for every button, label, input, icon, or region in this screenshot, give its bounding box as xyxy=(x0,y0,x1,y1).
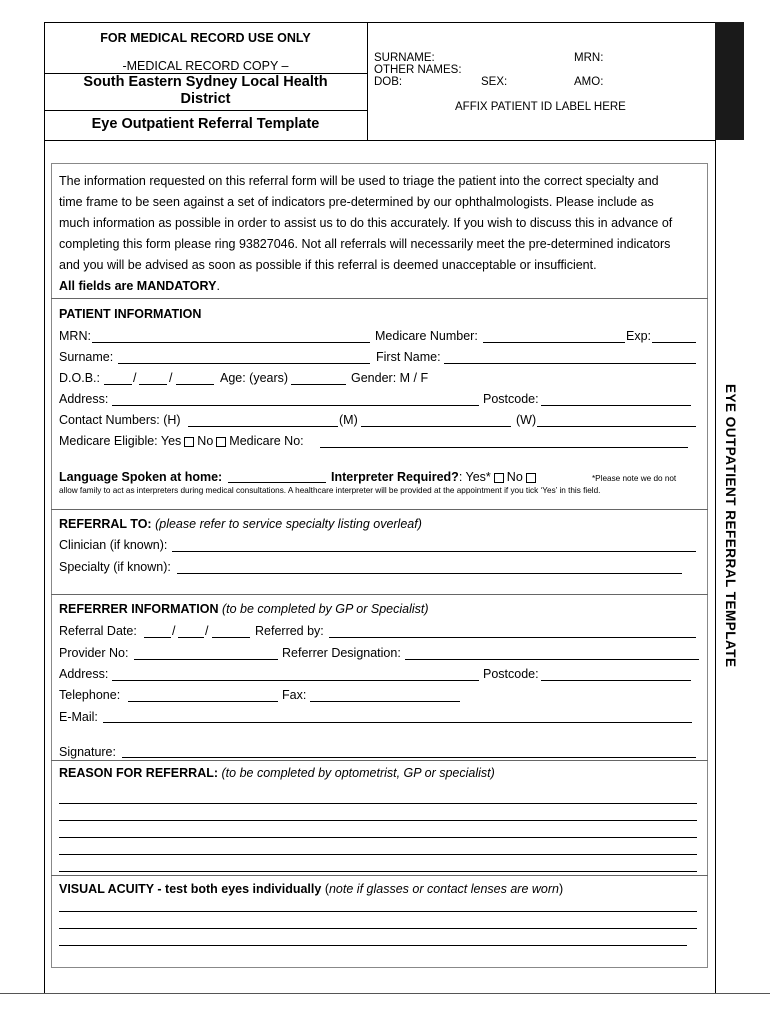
dob-slash: / xyxy=(133,371,137,385)
medicare-eligible-label xyxy=(59,434,304,448)
contact-work-field[interactable] xyxy=(537,426,696,427)
medicare-no-checkbox[interactable] xyxy=(216,437,226,447)
interpreter-yes-checkbox[interactable] xyxy=(494,473,504,483)
postcode-label: Postcode: xyxy=(483,392,539,406)
referrer-title: REFERRER INFORMATION xyxy=(59,602,219,616)
record-copy: -MEDICAL RECORD COPY – xyxy=(122,59,289,73)
first-name-field[interactable] xyxy=(444,363,696,364)
date-slash: / xyxy=(172,624,176,638)
reason-heading xyxy=(59,766,495,780)
affix-label: AFFIX PATIENT ID LABEL HERE xyxy=(455,101,626,113)
intro-line: and you will be advised as soon as possible if this referral is deemed unacceptable or insufficient. xyxy=(59,258,597,272)
visual-acuity-heading xyxy=(59,882,563,896)
address-field[interactable] xyxy=(112,405,479,406)
email-field[interactable] xyxy=(103,722,692,723)
visual-acuity-paren: ) xyxy=(558,882,564,896)
medicare-yes-checkbox[interactable] xyxy=(184,437,194,447)
referrer-heading xyxy=(59,602,429,616)
interpreter-text: Interpreter Required? xyxy=(331,470,459,484)
referral-to-subtitle: (please refer to service specialty listing overleaf) xyxy=(155,517,422,531)
referrer-address-label: Address: xyxy=(59,667,109,681)
telephone-field[interactable] xyxy=(128,701,278,702)
language-label: Language Spoken at home: xyxy=(59,470,223,484)
form-title: Eye Outpatient Referral Template xyxy=(91,116,320,132)
reason-line[interactable] xyxy=(59,837,697,838)
designation-label: Referrer Designation: xyxy=(282,646,401,660)
section-divider xyxy=(51,875,708,876)
intro-line: The information requested on this referral form will be used to triage the patient into the correct specialty and xyxy=(59,174,659,188)
medicare-no-option: No xyxy=(197,434,214,448)
address-label: Address: xyxy=(59,392,109,406)
section-divider xyxy=(51,760,708,761)
dob-month-field[interactable] xyxy=(139,384,167,385)
signature-label: Signature: xyxy=(59,745,116,759)
medicare-no-label: Medicare No: xyxy=(229,434,304,448)
surname-label: Surname: xyxy=(59,350,114,364)
label-sex: SEX: xyxy=(481,76,508,88)
header-divider xyxy=(367,22,368,140)
patient-heading: PATIENT INFORMATION xyxy=(59,307,202,321)
language-field[interactable] xyxy=(228,482,326,483)
visual-acuity-paren: ( xyxy=(324,882,329,896)
specialty-field[interactable] xyxy=(177,573,682,574)
medicare-number-field[interactable] xyxy=(483,342,625,343)
exp-label: Exp: xyxy=(626,329,652,343)
referrer-postcode-field[interactable] xyxy=(541,680,691,681)
label-mrn: MRN: xyxy=(574,52,604,64)
visual-acuity-title: VISUAL ACUITY - test both eyes individually xyxy=(59,882,322,896)
bottom-rule xyxy=(0,993,770,994)
header-rule xyxy=(44,110,367,111)
medicare-eligible-text: Medicare Eligible: Yes xyxy=(59,434,182,448)
referral-date-label: Referral Date: xyxy=(59,624,137,638)
dob-slash: / xyxy=(169,371,173,385)
reason-line[interactable] xyxy=(59,820,697,821)
referral-date-month-field[interactable] xyxy=(178,637,204,638)
surname-field[interactable] xyxy=(118,363,370,364)
age-label: Age: (years) xyxy=(220,371,289,385)
section-divider xyxy=(51,594,708,595)
telephone-label: Telephone: xyxy=(59,688,121,702)
reason-title: REASON FOR REFERRAL: xyxy=(59,766,219,780)
org-name-line2: District xyxy=(180,91,231,107)
dob-label: D.O.B.: xyxy=(59,371,100,385)
intro-line: time frame to be seen against a set of indicators pre-determined by our ophthalmologists. Please include as xyxy=(59,195,654,209)
contact-mobile-label: (M) xyxy=(339,413,358,427)
age-field[interactable] xyxy=(291,384,346,385)
dob-day-field[interactable] xyxy=(104,384,132,385)
email-label: E-Mail: xyxy=(59,710,98,724)
label-surname: SURNAME: xyxy=(374,52,435,64)
reason-line[interactable] xyxy=(59,803,697,804)
fax-label: Fax: xyxy=(282,688,307,702)
specialty-label: Specialty (if known): xyxy=(59,560,171,574)
interpreter-no-checkbox[interactable] xyxy=(526,473,536,483)
section-divider xyxy=(51,298,708,299)
label-amo: AMO: xyxy=(574,76,604,88)
interpreter-no-option: No xyxy=(506,470,523,484)
contact-work-label: (W) xyxy=(516,413,537,427)
mandatory-note: All fields are MANDATORY xyxy=(59,279,217,293)
gender-label[interactable]: Gender: M / F xyxy=(351,371,429,385)
referrer-address-field[interactable] xyxy=(112,680,479,681)
referral-date-day-field[interactable] xyxy=(144,637,171,638)
mandatory-period: . xyxy=(216,279,220,293)
exp-field[interactable] xyxy=(652,342,696,343)
interpreter-note: *Please note we do not xyxy=(592,474,677,483)
provider-no-field[interactable] xyxy=(134,659,278,660)
org-name-line1: South Eastern Sydney Local Health xyxy=(83,74,328,90)
contact-home-field[interactable] xyxy=(188,426,338,427)
referral-date-year-field[interactable] xyxy=(212,637,250,638)
medicare-no-field[interactable] xyxy=(320,447,688,448)
visual-acuity-line[interactable] xyxy=(59,928,697,929)
intro-line: much information as possible in order to assist us to do this accurately. If you wish to discuss this in advance of xyxy=(59,216,673,230)
dob-year-field[interactable] xyxy=(176,384,214,385)
label-dob: DOB: xyxy=(374,76,403,88)
referred-by-label: Referred by: xyxy=(255,624,324,638)
header-bottom-rule xyxy=(44,140,715,141)
referral-to-heading xyxy=(59,517,422,531)
label-other-names: OTHER NAMES: xyxy=(374,64,462,76)
postcode-field[interactable] xyxy=(541,405,691,406)
intro-line: completing this form please ring 93827046. Not all referrals will necessarily meet the pre-determined indicators xyxy=(59,237,671,251)
reason-subtitle: (to be completed by optometrist, GP or specialist) xyxy=(221,766,495,780)
clinician-label: Clinician (if known): xyxy=(59,538,168,552)
referral-to-title: REFERRAL TO: xyxy=(59,517,152,531)
first-name-label: First Name: xyxy=(376,350,441,364)
header-black-bar xyxy=(715,22,744,140)
referrer-postcode-label: Postcode: xyxy=(483,667,539,681)
reason-line[interactable] xyxy=(59,871,697,872)
visual-acuity-line[interactable] xyxy=(59,911,697,912)
interpreter-yes-option: : Yes* xyxy=(458,470,491,484)
date-slash: / xyxy=(205,624,209,638)
visual-acuity-subtitle: note if glasses or contact lenses are worn xyxy=(328,882,559,896)
provider-no-label: Provider No: xyxy=(59,646,129,660)
contact-home-label: Contact Numbers: (H) xyxy=(59,413,181,427)
interpreter-note-detail: allow family to act as interpreters during medical consultations. A healthcare interpreter will be provided at the appointment if you tick ‘Yes’ in this field. xyxy=(59,486,601,495)
section-divider xyxy=(51,509,708,510)
reason-line[interactable] xyxy=(59,854,697,855)
interpreter-label xyxy=(331,470,539,484)
side-title: EYE OUTPATIENT REFERRAL TEMPLATE xyxy=(723,384,738,668)
clinician-field[interactable] xyxy=(172,551,696,552)
mrn-label: MRN: xyxy=(59,329,91,343)
contact-mobile-field[interactable] xyxy=(361,426,511,427)
mrn-field[interactable] xyxy=(92,342,370,343)
signature-field[interactable] xyxy=(122,757,696,758)
designation-field[interactable] xyxy=(405,659,699,660)
referred-by-field[interactable] xyxy=(329,637,696,638)
medicare-number-label: Medicare Number: xyxy=(375,329,478,343)
visual-acuity-line[interactable] xyxy=(59,945,687,946)
side-divider xyxy=(715,140,716,994)
fax-field[interactable] xyxy=(310,701,460,702)
referrer-subtitle: (to be completed by GP or Specialist) xyxy=(221,602,429,616)
record-use-only: FOR MEDICAL RECORD USE ONLY xyxy=(100,31,311,45)
intro-text xyxy=(59,171,704,297)
